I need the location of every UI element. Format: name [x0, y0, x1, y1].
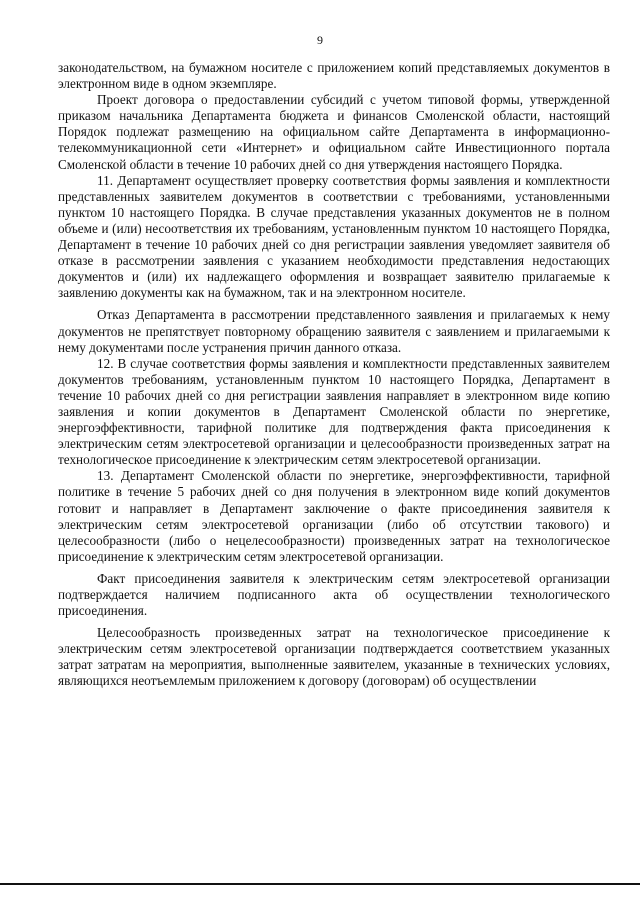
paragraph-connection-fact: Факт присоединения заявителя к электрическим сетям электросетевой организации подтверждается наличием подписанного акта об осуществлении технологического присоединения. [58, 570, 610, 619]
paragraph-item-12: 12. В случае соответствия формы заявления и комплектности представленных заявителем документов требованиям, установленным пунктом 10 настоящего Порядка, Департамент в течение 10 рабочих дней со дня регистрации заявления направляет в электронном виде копию заявления и копии документов в Департамент Смоленской области по энергетике, энергоэффективности, тарифной политике для подтверждения факта присоединения к электрическим сетям электросетевой организации и целесообразности произведенных затрат на технологическое присоединение к электрическим сетям электросетевой организации. [58, 355, 610, 468]
paragraph-item-11: 11. Департамент осуществляет проверку соответствия формы заявления и комплектности представленных заявителем документов в соответствии с требованиями, установленными пунктом 10 настоящего Порядка. В случае представления указанных документов не в полном объеме и (или) несоответствия их требованиям, установленным пунктом 10 настоящего Порядка, Департамент в течение 10 рабочих дней со дня регистрации заявления уведомляет заявителя об отказе в рассмотрении заявления с указанием необходимости представления недостающих документов и (или) их надлежащего оформления и возвращает заявителю прилагаемые к заявлению документы как на бумажном, так и на электронном носителе. [58, 172, 610, 301]
paragraph-refusal: Отказ Департамента в рассмотрении представленного заявления и прилагаемых к нему документов не препятствует повторному обращению заявителя с заявлением и прилагаемыми к нему документами после устранения причин данного отказа. [58, 307, 610, 355]
paragraph-continuation: законодательством, на бумажном носителе с приложением копий представляемых документов в электронном виде в одном экземпляре. [58, 60, 610, 92]
bottom-rule [0, 883, 640, 885]
paragraph-item-13: 13. Департамент Смоленской области по энергетике, энергоэффективности, тарифной политике в течение 5 рабочих дней со дня получения в электронном виде копий документов готовит и направляет в Департамент заключение о факте присоединения заявителя к электрическим сетям электросетевой организации (либо об отсутствии такового) и целесообразности (либо о нецелесообразности) произведенных затрат на технологическое присоединение к электрическим сетям электросетевой организации. [58, 468, 610, 564]
paragraph-contract-draft: Проект договора о предоставлении субсидий с учетом типовой формы, утвержденной приказом начальника Департамента бюджета и финансов Смоленской области, настоящий Порядок подлежат размещению на официальном сайте Департамента в информационно-телекоммуникационной сети «Интернет» и официальном сайте Инвестиционного портала Смоленской области в течение 10 рабочих дней со дня утверждения настоящего Порядка. [58, 92, 610, 172]
document-body [58, 60, 610, 690]
paragraph-expediency: Целесообразность произведенных затрат на технологическое присоединение к электрическим сетям электросетевой организации подтверждается соответствием указанных затрат затратам на мероприятия, выполненные заявителем, указанные в технических условиях, являющихся неотъемлемым приложением к договору (договорам) об осуществлении [58, 625, 610, 689]
page-number: 9 [317, 33, 323, 47]
